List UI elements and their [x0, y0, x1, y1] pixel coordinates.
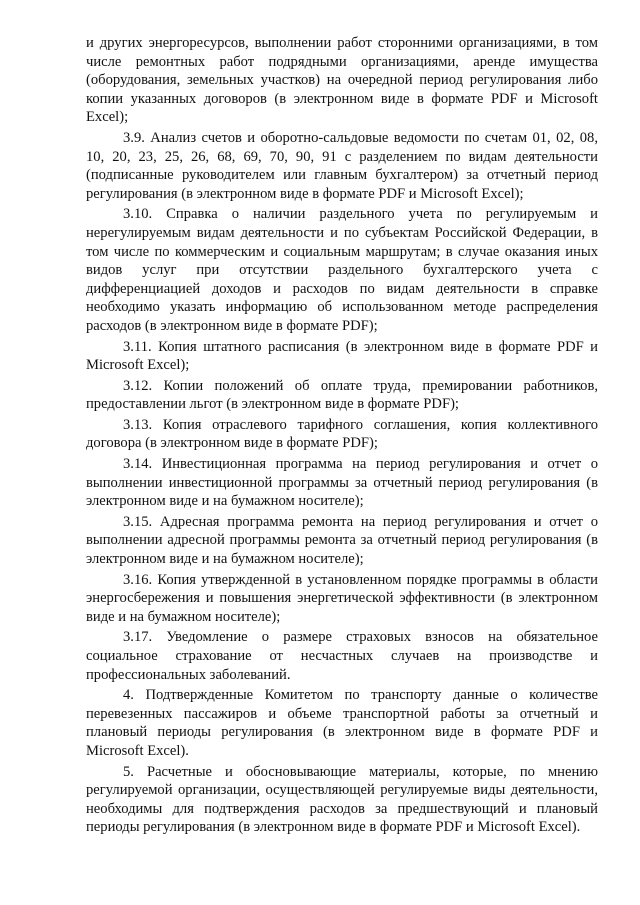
paragraph-3-16: 3.16. Копия утвержденной в установленном порядке программы в области энергосбережения и повышения энергетической эффективности (в электронном виде и на бумажном носителе);: [86, 571, 598, 625]
paragraph-continuation: и других энергоресурсов, выполнении работ сторонними организациями, в том числе ремонтных работ подрядными организациями, аренде имущества (оборудования, земельных участков) на очередной период регулирования либо копии указанных договоров (в электронном виде в формате PDF и Microsoft Excel);: [86, 35, 598, 126]
paragraph-3-12: 3.12. Копии положений об оплате труда, премировании работников, предоставлении льгот (в электронном виде в формате PDF);: [86, 377, 598, 413]
paragraph-3-14: 3.14. Инвестиционная программа на период регулирования и отчет о выполнении инвестиционной программы за отчетный период регулирования (в электронном виде и на бумажном носителе);: [86, 456, 598, 510]
paragraph-3-9: 3.9. Анализ счетов и оборотно-сальдовые ведомости по счетам 01, 02, 08, 10, 20, 23, 25, 26, 68, 69, 70, 90, 91 с разделением по видам деятельности (подписанные руководителем или главным бухгалтером) за отчетный период регулирования (в электронном виде в формате PDF и Microsoft Excel);: [86, 129, 598, 202]
paragraph-3-15: 3.15. Адресная программа ремонта на период регулирования и отчет о выполнении адресной программы ремонта за отчетный период регулирования (в электронном виде и на бумажном носителе);: [86, 513, 598, 568]
document-body: [86, 34, 598, 837]
paragraph-4: 4. Подтвержденные Комитетом по транспорту данные о количестве перевезенных пассажиров и объеме транспортной работы за отчетный и плановый периоды регулирования (в электронном виде в формате PDF и Microsoft Excel).: [86, 687, 598, 759]
paragraph-5: 5. Расчетные и обосновывающие материалы, которые, по мнению регулируемой организации, осуществляющей регулируемые виды деятельности, необходимы для подтверждения расходов за предшествующий и плановый периоды регулирования (в электронном виде в формате PDF и Microsoft Excel).: [86, 763, 598, 836]
paragraph-3-10: 3.10. Справка о наличии раздельного учета по регулируемым и нерегулируемым видам деятельности и по субъектам Российской Федерации, в том числе по коммерческим и социальным маршрутам; в случае оказания иных видов услуг при отсутствии раздельного бухгалтерского учета с дифференциацией доходов и расходов по видам деятельности в справке необходимо указать информацию об использованном методе распределения расходов (в электронном виде в формате PDF);: [86, 206, 598, 334]
paragraph-3-13: 3.13. Копия отраслевого тарифного соглашения, копия коллективного договора (в электронном виде в формате PDF);: [86, 416, 598, 452]
paragraph-3-11: 3.11. Копия штатного расписания (в электронном виде в формате PDF и Microsoft Excel);: [86, 338, 598, 374]
paragraph-3-17: 3.17. Уведомление о размере страховых взносов на обязательное социальное страхование от несчастных случаев на производстве и профессиональных заболеваний.: [86, 629, 598, 683]
